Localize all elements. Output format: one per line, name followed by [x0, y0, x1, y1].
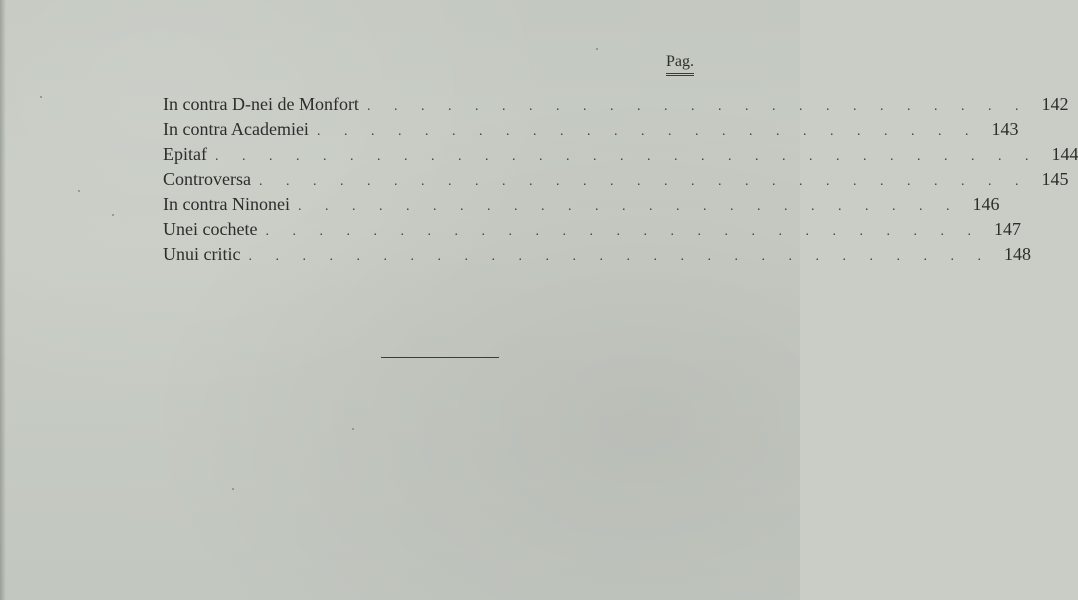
toc-entry [163, 217, 1021, 242]
toc-entry [163, 242, 1031, 267]
toc-entry [163, 117, 1019, 142]
paper-speck [232, 488, 234, 490]
binding-edge [0, 0, 6, 600]
paper-speck [352, 428, 354, 430]
toc-entry-title: Unei cochete [163, 219, 258, 239]
toc-entry-page: 148 [1003, 244, 1031, 264]
toc-entry [163, 92, 1069, 117]
dot-leader: . . . . . . . . . . . . . . . . . . . . . . . . . . . . . [258, 174, 1029, 189]
section-divider-rule [381, 357, 499, 358]
toc-entry-title: Unui critic [163, 244, 241, 264]
dot-leader: . . . . . . . . . . . . . . . . . . . . . . . . . . . . . . . [214, 149, 1039, 164]
paper-speck [78, 190, 80, 192]
toc-entry-page: 147 [993, 219, 1021, 239]
dot-leader: . . . . . . . . . . . . . . . . . . . . . . . . . [366, 99, 1029, 114]
toc-entry-page: 143 [991, 119, 1019, 139]
toc-entry-page: 145 [1041, 169, 1069, 189]
dot-leader: . . . . . . . . . . . . . . . . . . . . . . . . . [316, 124, 979, 139]
toc-entry-page: 142 [1041, 94, 1069, 114]
toc-entry-title: In contra D-nei de Monfort [163, 94, 359, 114]
paper-speck [112, 214, 114, 216]
toc-entry [163, 142, 1078, 167]
toc-entry [163, 167, 1069, 192]
toc-entry-title: In contra Academiei [163, 119, 309, 139]
paper-speck [596, 48, 598, 50]
paper-speck [40, 96, 42, 98]
dot-leader: . . . . . . . . . . . . . . . . . . . . . . . . . . . . [248, 249, 991, 264]
toc-entry-title: In contra Ninonei [163, 194, 290, 214]
toc-entry-page: 146 [972, 194, 1000, 214]
page-column-header-label: Pag. [666, 53, 694, 76]
page-column-header [650, 53, 710, 76]
dot-leader: . . . . . . . . . . . . . . . . . . . . . . . . . [297, 199, 960, 214]
dot-leader: . . . . . . . . . . . . . . . . . . . . . . . . . . . [265, 224, 981, 239]
toc-entry-title: Controversa [163, 169, 251, 189]
toc-entry-title: Epitaf [163, 144, 207, 164]
toc-entry-page: 144 [1051, 144, 1078, 164]
toc-entry [163, 192, 1000, 217]
table-of-contents [163, 92, 1078, 267]
